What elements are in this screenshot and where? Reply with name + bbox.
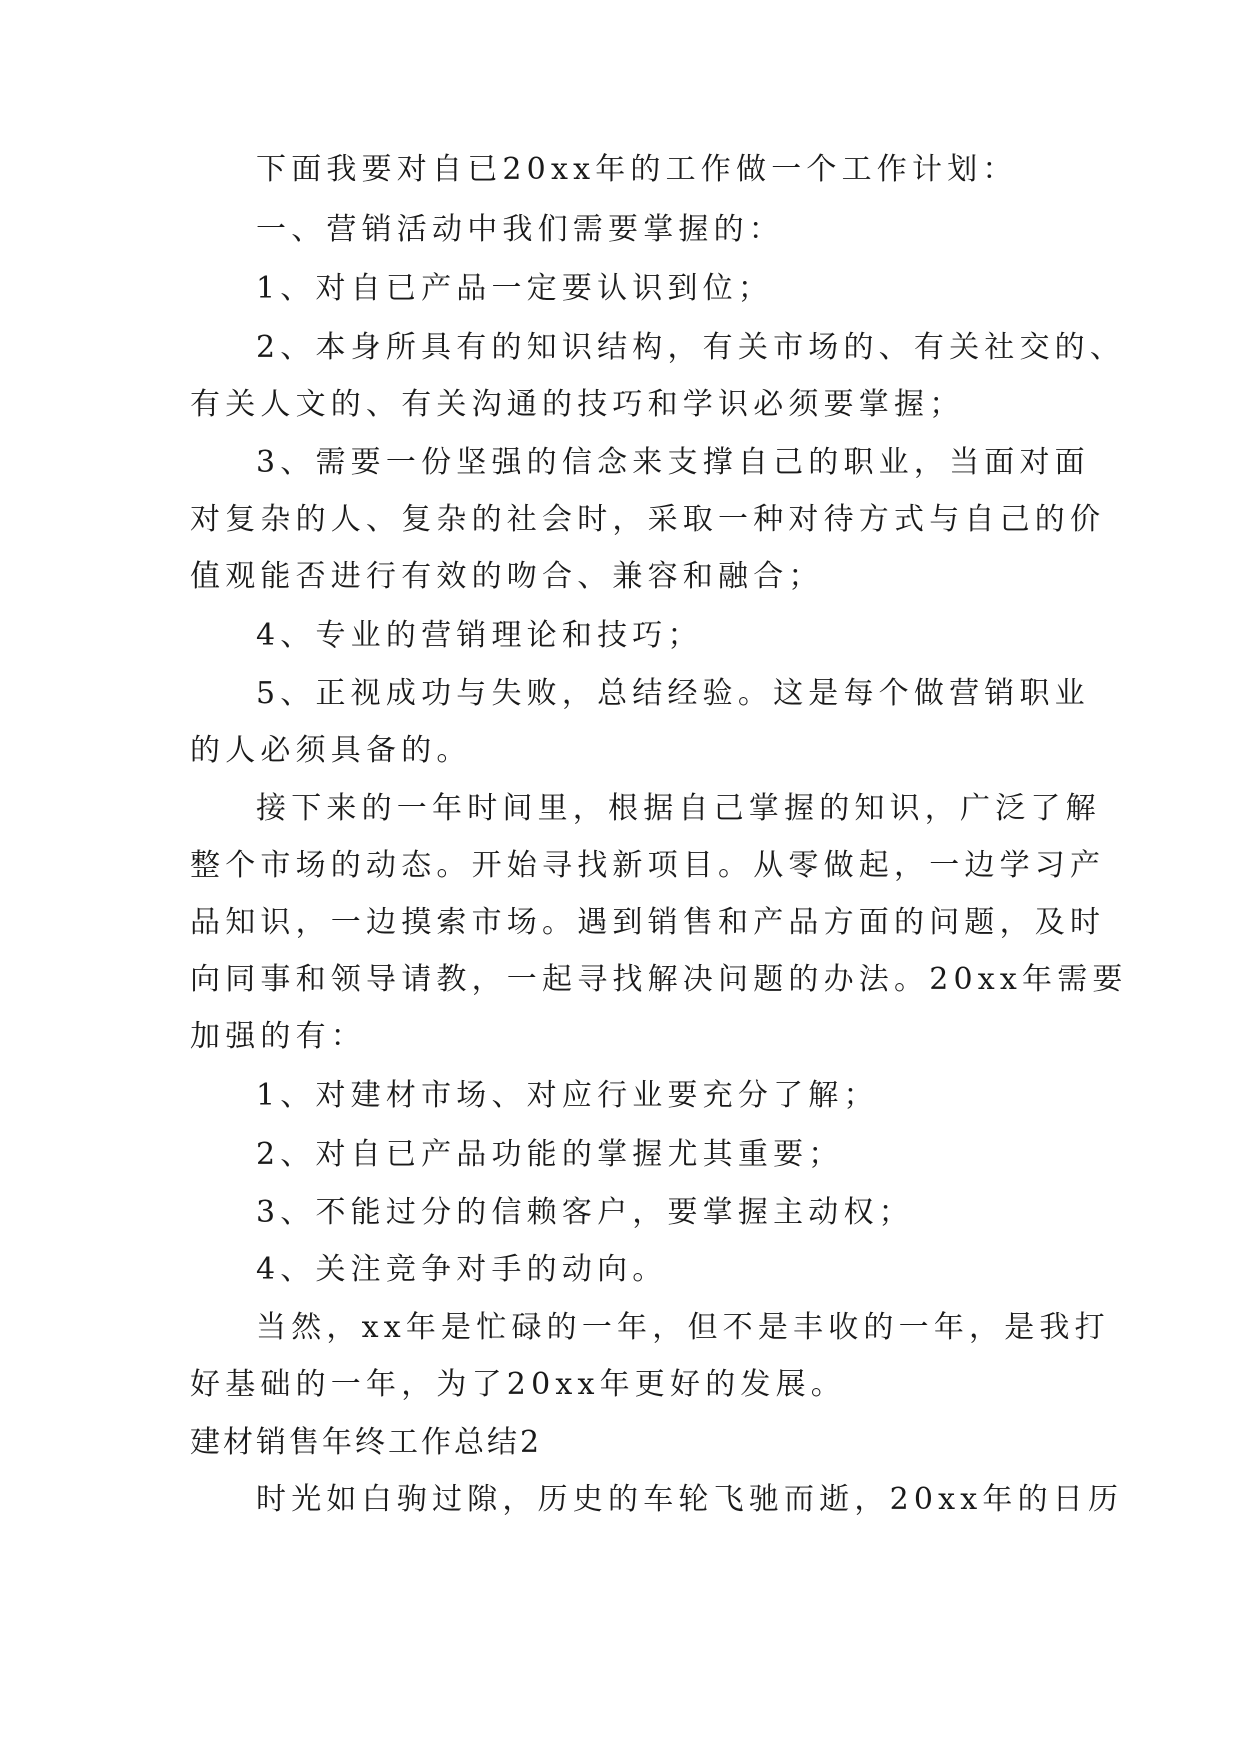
- paragraph-line: 整个市场的动态。开始寻找新项目。从零做起，一边学习产: [190, 848, 1106, 883]
- list-item-continuation: 对复杂的人、复杂的社会时，采取一种对待方式与自己的价: [190, 502, 1106, 537]
- list-item: 2、对自已产品功能的掌握尤其重要；: [256, 1137, 844, 1172]
- list-item-continuation: 的人必须具备的。: [190, 733, 472, 768]
- section-heading: 一、营销活动中我们需要掌握的：: [256, 212, 784, 247]
- list-item: 5、正视成功与失败，总结经验。这是每个做营销职业: [256, 676, 1090, 711]
- list-item: 4、关注竞争对手的动向。: [256, 1252, 668, 1287]
- paragraph-line: 品知识，一边摸索市场。遇到销售和产品方面的问题，及时: [190, 905, 1106, 940]
- list-item: 2、本身所具有的知识结构，有关市场的、有关社交的、: [256, 330, 1126, 365]
- list-item-continuation: 值观能否进行有效的吻合、兼容和融合；: [190, 559, 824, 594]
- paragraph-line: 下面我要对自已20xx年的工作做一个工作计划：: [256, 152, 1018, 187]
- paragraph-line: 向同事和领导请教，一起寻找解决问题的办法。20xx年需要: [190, 962, 1128, 997]
- paragraph-line: 时光如白驹过隙，历史的车轮飞驰而逝，20xx年的日历: [256, 1482, 1124, 1517]
- section-title: 建材销售年终工作总结2: [190, 1425, 543, 1460]
- list-item: 3、需要一份坚强的信念来支撑自己的职业，当面对面: [256, 445, 1090, 480]
- list-item-continuation: 有关人文的、有关沟通的技巧和学识必须要掌握；: [190, 387, 965, 422]
- list-item: 3、不能过分的信赖客户，要掌握主动权；: [256, 1195, 914, 1230]
- paragraph-line: 当然，xx年是忙碌的一年，但不是丰收的一年，是我打: [256, 1310, 1110, 1345]
- list-item: 4、专业的营销理论和技巧；: [256, 618, 703, 653]
- paragraph-line: 加强的有：: [190, 1019, 366, 1054]
- paragraph-line: 好基础的一年，为了20xx年更好的发展。: [190, 1367, 847, 1402]
- list-item: 1、对建材市场、对应行业要充分了解；: [256, 1078, 879, 1113]
- list-item: 1、对自已产品一定要认识到位；: [256, 271, 774, 306]
- paragraph-line: 接下来的一年时间里，根据自己掌握的知识，广泛了解: [256, 791, 1101, 826]
